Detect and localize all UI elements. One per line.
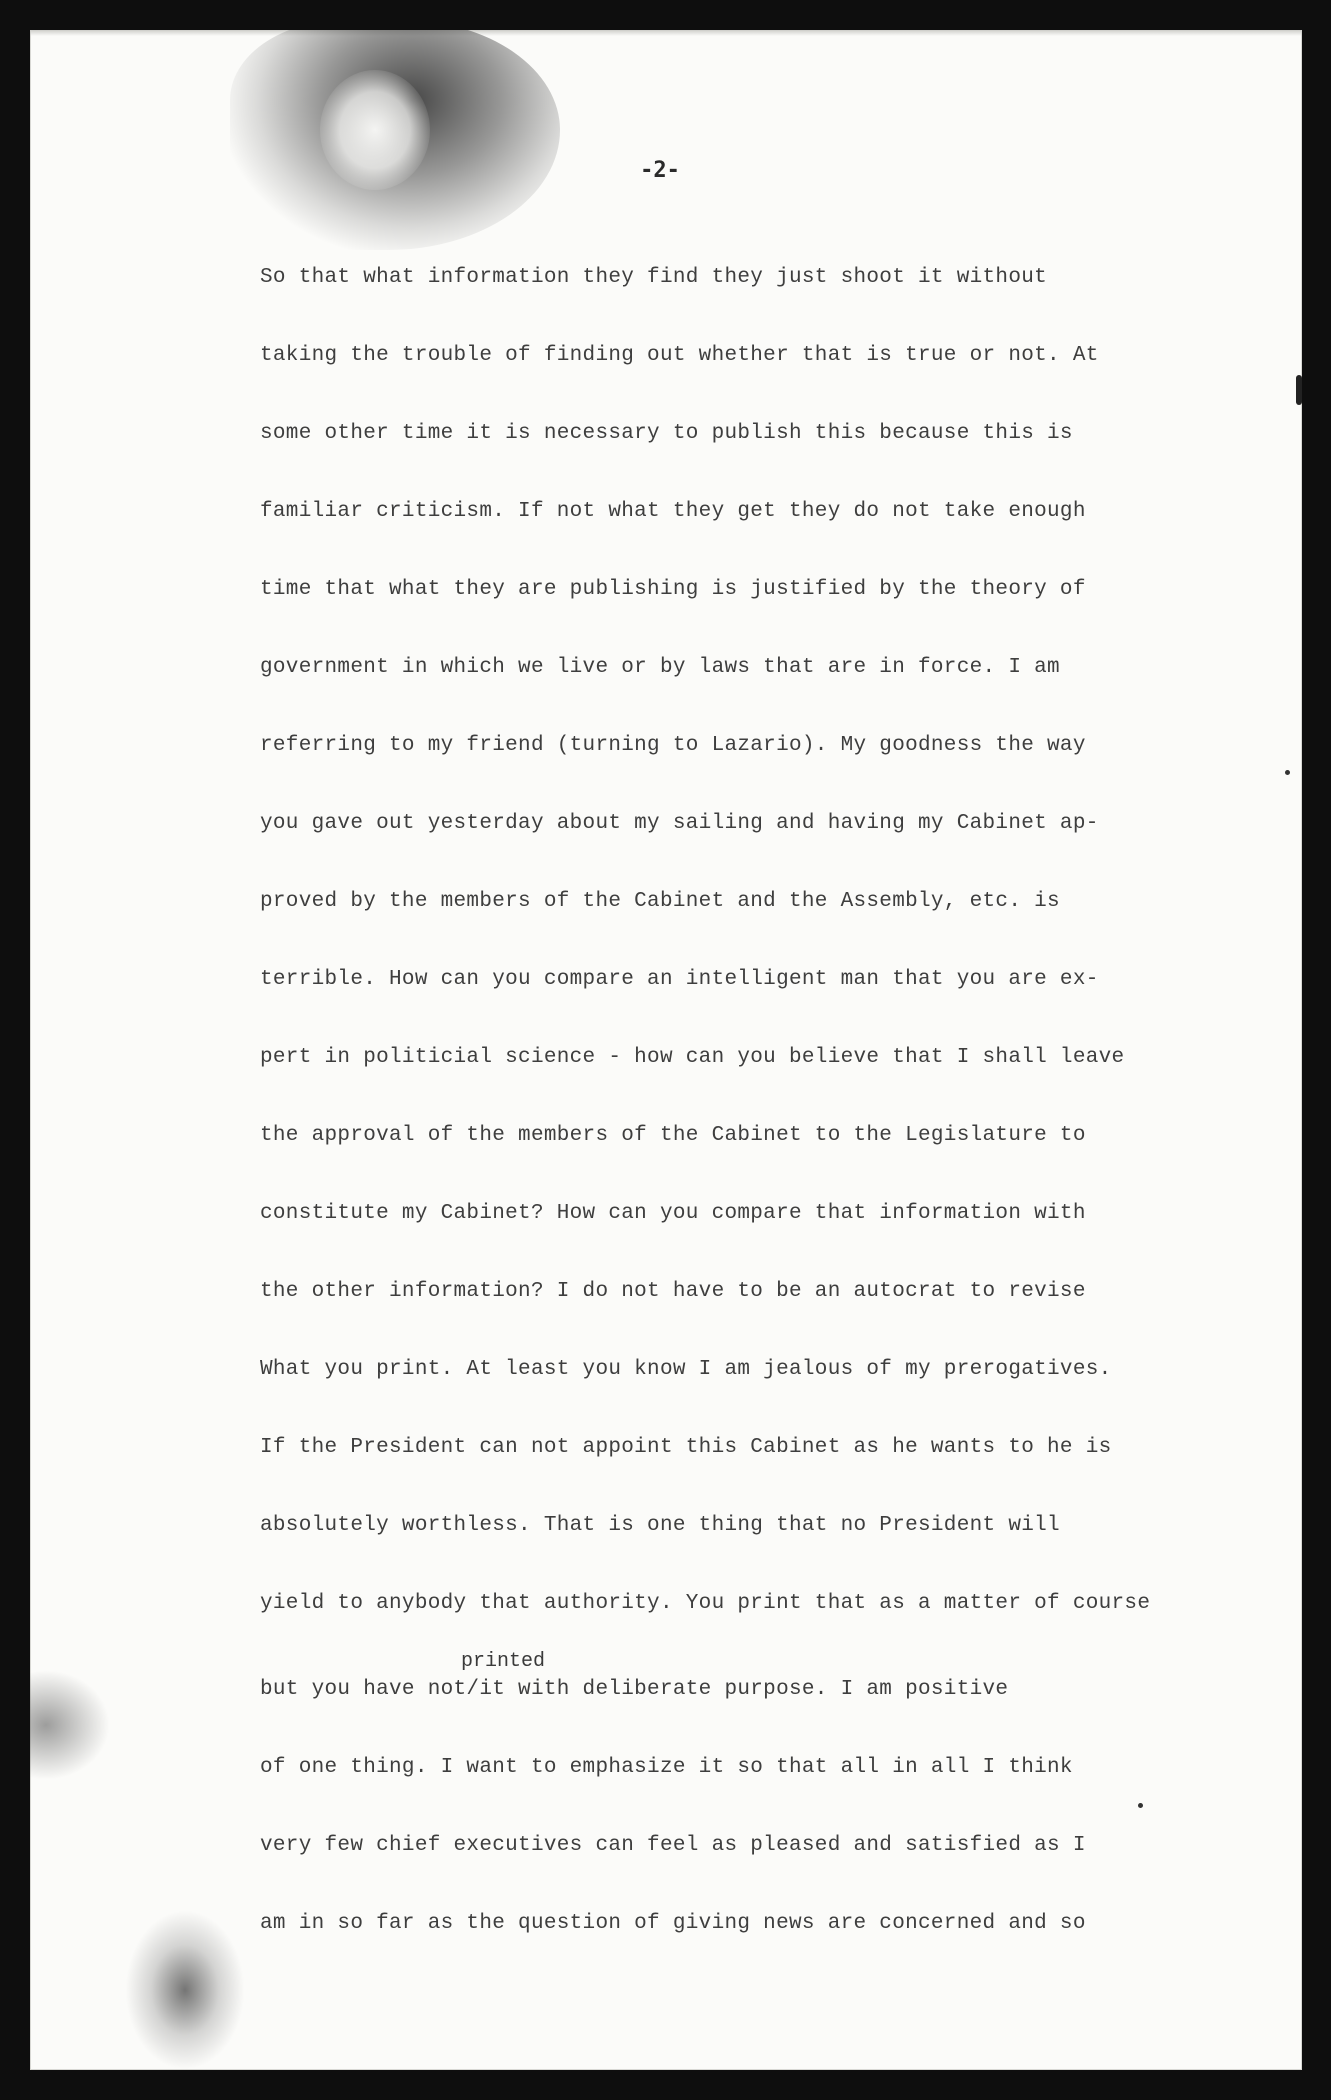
interlinear-insertion: printed — [461, 1650, 546, 1673]
page-edge-shadow — [30, 30, 1302, 36]
text-line: government in which we live or by laws that are in force. I am — [260, 656, 1060, 679]
speck — [1285, 770, 1290, 775]
document-page — [30, 30, 1302, 2070]
text-line: some other time it is necessary to publish this because this is — [260, 422, 1073, 445]
text-line: time that what they are publishing is justified by the theory of — [260, 578, 1086, 601]
text-line: What you print. At least you know I am jealous of my prerogatives. — [260, 1358, 1112, 1381]
text-line: familiar criticism. If not what they get they do not take enough — [260, 500, 1086, 523]
ink-smudge-highlight — [320, 70, 430, 190]
text-line: am in so far as the question of giving news are concerned and so — [260, 1912, 1086, 1935]
edge-mark — [1296, 375, 1302, 405]
text-line: the other information? I do not have to be an autocrat to revise — [260, 1280, 1086, 1303]
margin-smear — [30, 1670, 110, 1780]
page-number: -2- — [640, 158, 680, 183]
text-line: the approval of the members of the Cabinet to the Legislature to — [260, 1124, 1086, 1147]
margin-smear-lower — [125, 1910, 245, 2070]
text-line: terrible. How can you compare an intelligent man that you are ex- — [260, 968, 1099, 991]
text-line: yield to anybody that authority. You print that as a matter of course — [260, 1592, 1151, 1615]
text-line: So that what information they find they just shoot it without — [260, 266, 1048, 289]
text-line: of one thing. I want to emphasize it so that all in all I think — [260, 1756, 1073, 1779]
text-line: you gave out yesterday about my sailing and having my Cabinet ap- — [260, 812, 1099, 835]
text-line: taking the trouble of finding out whether that is true or not. At — [260, 344, 1099, 367]
text-line: proved by the members of the Cabinet and the Assembly, etc. is — [260, 890, 1060, 913]
text-line: but you have not/it with deliberate purpose. I am positive — [260, 1678, 1009, 1701]
text-line: pert in politicial science - how can you believe that I shall leave — [260, 1046, 1125, 1069]
text-line: very few chief executives can feel as pleased and satisfied as I — [260, 1834, 1086, 1857]
text-line: referring to my friend (turning to Lazario). My goodness the way — [260, 734, 1086, 757]
text-line: constitute my Cabinet? How can you compare that information with — [260, 1202, 1086, 1225]
text-line: If the President can not appoint this Cabinet as he wants to he is — [260, 1436, 1112, 1459]
text-line: absolutely worthless. That is one thing that no President will — [260, 1514, 1060, 1537]
speck — [1138, 1803, 1143, 1808]
